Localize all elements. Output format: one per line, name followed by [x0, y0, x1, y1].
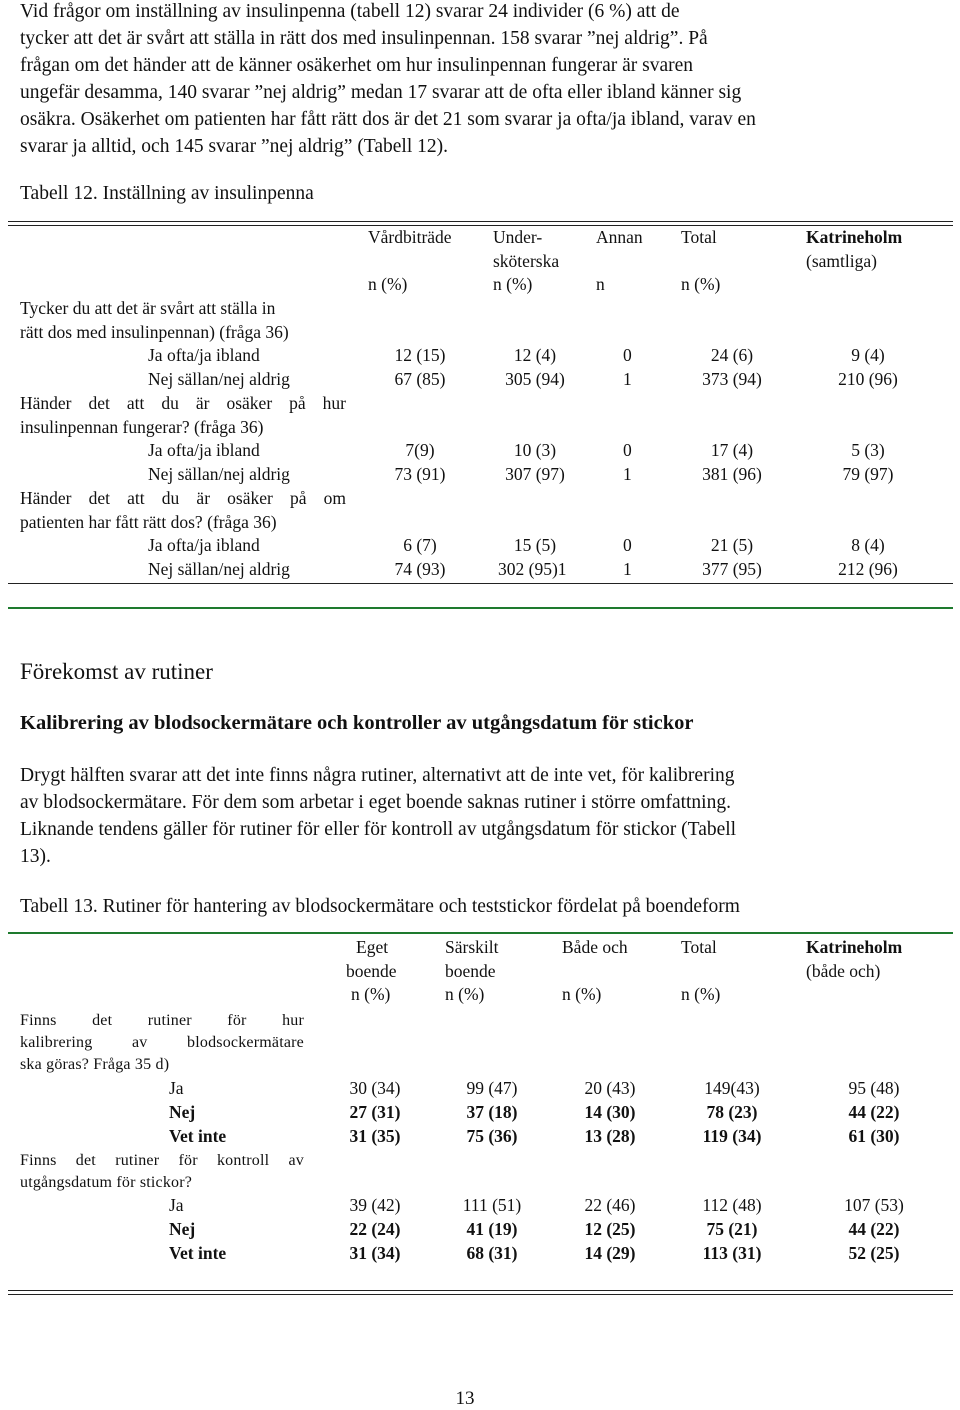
table13-top-rule [8, 932, 953, 934]
row-label: Ja [169, 1078, 184, 1098]
cell-value: 74 (93) [394, 559, 446, 579]
table13-bottom-rule [8, 1290, 953, 1295]
cell-value: 112 (48) [702, 1195, 762, 1215]
cell-value: 21 (5) [710, 535, 754, 555]
row-label: Vet inte [169, 1243, 227, 1263]
cell-value: 149(43) [704, 1078, 760, 1098]
t12-col1-header: Vårdbiträde n (%) [368, 227, 452, 294]
cell-value: 68 (31) [466, 1243, 518, 1263]
row-label: Vet inte [169, 1126, 227, 1146]
cell-value: 119 (34) [702, 1126, 762, 1146]
cell-value: 41 (19) [466, 1219, 518, 1239]
cell-value: 67 (85) [394, 369, 446, 389]
cell-value: 27 (31) [349, 1102, 401, 1122]
intro-line: osäkra. Osäkerhet om patienten har fått rätt dos är det 21 som svarar ja ofta/ja ibland, varav en [20, 109, 756, 130]
cell-value: 14 (30) [584, 1102, 636, 1122]
section-line: Liknande tendens gäller för rutiner för eller för kontroll av utgångsdatum för stickor (Tabell [20, 819, 737, 840]
cell-value: 20 (43) [584, 1078, 636, 1098]
section-heading: Förekomst av rutiner [20, 659, 213, 684]
t13-col1-header: Eget boende n (%) [346, 937, 397, 1004]
t13-question: Finns det rutiner för kontroll av utgångsdatum för stickor? [20, 1152, 304, 1191]
cell-value: 377 (95) [702, 559, 762, 579]
cell-value: 6 (7) [403, 535, 437, 555]
t12-col4-header: Total n (%) [681, 227, 721, 294]
row-label: Ja ofta/ja ibland [148, 345, 260, 365]
cell-value: 14 (29) [584, 1243, 636, 1263]
row-label: Nej sällan/nej aldrig [148, 464, 290, 484]
cell-value: 75 (36) [466, 1126, 518, 1146]
cell-value: 22 (46) [584, 1195, 636, 1215]
intro-paragraph [20, 0, 910, 160]
intro-line: frågan om det händer att de känner osäkerhet om hur insulinpennan fungerar är svaren [20, 55, 694, 76]
t12-col3-header: Annan n [596, 227, 643, 294]
intro-line: Vid frågor om inställning av insulinpenna (tabell 12) svarar 24 individer (6 %) att de [20, 1, 680, 22]
cell-value: 5 (3) [851, 440, 885, 460]
section-paragraph [20, 762, 910, 870]
cell-value: 99 (47) [466, 1078, 518, 1098]
t13-question: Finns det rutiner för hur kalibrering av blodsockermätare ska göras? Fråga 35 d) [20, 1012, 304, 1073]
cell-value: 37 (18) [466, 1102, 518, 1122]
cell-value: 61 (30) [848, 1126, 900, 1146]
intro-line: ungefär desamma, 140 svarar ”nej aldrig” medan 17 svarar att de ofta eller ibland känner sig [20, 82, 742, 103]
table13-caption: Tabell 13. Rutiner för hantering av blodsockermätare och teststickor fördelat på boendeform [20, 896, 740, 917]
page-number: 13 [455, 1388, 475, 1409]
cell-value: 12 (25) [584, 1219, 636, 1239]
intro-line: tycker att det är svårt att ställa in rätt dos med insulinpennan. 158 svarar ”nej aldrig”. På [20, 28, 708, 49]
cell-value: 373 (94) [702, 369, 762, 389]
cell-value: 8 (4) [851, 535, 885, 555]
t12-col2-header: Under- sköterska n (%) [493, 227, 560, 294]
intro-line: svarar ja alltid, och 145 svarar ”nej aldrig” (Tabell 12). [20, 136, 449, 157]
cell-value: 107 (53) [844, 1195, 904, 1215]
t12-col5-header: Katrineholm (samtliga) [806, 227, 903, 271]
cell-value: 10 (3) [513, 440, 557, 460]
cell-value: 111 (51) [462, 1195, 522, 1215]
cell-value: 1 [623, 464, 632, 484]
cell-value: 210 (96) [838, 369, 898, 389]
cell-value: 78 (23) [706, 1102, 758, 1122]
row-label: Nej sällan/nej aldrig [148, 369, 290, 389]
cell-value: 73 (91) [394, 464, 446, 484]
cell-value: 31 (34) [349, 1243, 401, 1263]
t13-col5-header: Katrineholm (både och) [806, 937, 903, 981]
row-label: Nej [169, 1219, 196, 1239]
cell-value: 22 (24) [349, 1219, 401, 1239]
cell-value: 39 (42) [349, 1195, 401, 1215]
cell-value: 12 (15) [394, 345, 446, 365]
cell-value: 0 [623, 345, 632, 365]
section-line: Drygt hälften svarar att det inte finns några rutiner, alternativt att de inte vet, för kalibrering [20, 765, 735, 786]
cell-value: 52 (25) [848, 1243, 900, 1263]
table12-closing-rule [8, 607, 953, 609]
t13-col3-header: Både och n (%) [562, 937, 628, 1004]
cell-value: 9 (4) [851, 345, 885, 365]
section-line: av blodsockermätare. För dem som arbetar i eget boende saknas rutiner i större omfattning. [20, 792, 731, 813]
cell-value: 44 (22) [848, 1219, 900, 1239]
t12-question: Tycker du att det är svårt att ställa in rätt dos med insulinpennan) (fråga 36) [20, 298, 289, 342]
cell-value: 31 (35) [349, 1126, 401, 1146]
t13-col2-header: Särskilt boende n (%) [445, 937, 499, 1004]
row-label: Nej sällan/nej aldrig [148, 559, 290, 579]
cell-value: 113 (31) [702, 1243, 762, 1263]
cell-value: 302 (95)1 [498, 559, 567, 579]
cell-value: 95 (48) [848, 1078, 900, 1098]
row-label: Ja [169, 1195, 184, 1215]
table12-bottom-rule [8, 583, 953, 584]
row-label: Ja ofta/ja ibland [148, 440, 260, 460]
cell-value: 44 (22) [848, 1102, 900, 1122]
table12-caption: Tabell 12. Inställning av insulinpenna [20, 183, 314, 204]
cell-value: 75 (21) [706, 1219, 758, 1239]
cell-value: 13 (28) [584, 1126, 636, 1146]
t12-question: Händer det att du är osäker på om patienten har fått rätt dos? (fråga 36) [20, 488, 346, 532]
cell-value: 12 (4) [513, 345, 557, 365]
cell-value: 7(9) [405, 440, 435, 460]
cell-value: 15 (5) [513, 535, 557, 555]
cell-value: 0 [623, 440, 632, 460]
cell-value: 381 (96) [702, 464, 762, 484]
t13-col4-header: Total n (%) [681, 937, 721, 1004]
section-line: 13). [20, 846, 51, 867]
cell-value: 24 (6) [710, 345, 754, 365]
cell-value: 17 (4) [710, 440, 754, 460]
t12-question: Händer det att du är osäker på hur insulinpennan fungerar? (fråga 36) [20, 393, 346, 437]
cell-value: 307 (97) [505, 464, 565, 484]
row-label: Nej [169, 1102, 196, 1122]
cell-value: 79 (97) [842, 464, 894, 484]
cell-value: 212 (96) [838, 559, 898, 579]
section-subheading: Kalibrering av blodsockermätare och kontroller av utgångsdatum för stickor [20, 712, 694, 734]
cell-value: 0 [623, 535, 632, 555]
cell-value: 1 [623, 559, 632, 579]
cell-value: 1 [623, 369, 632, 389]
row-label: Ja ofta/ja ibland [148, 535, 260, 555]
cell-value: 30 (34) [349, 1078, 401, 1098]
cell-value: 305 (94) [505, 369, 565, 389]
